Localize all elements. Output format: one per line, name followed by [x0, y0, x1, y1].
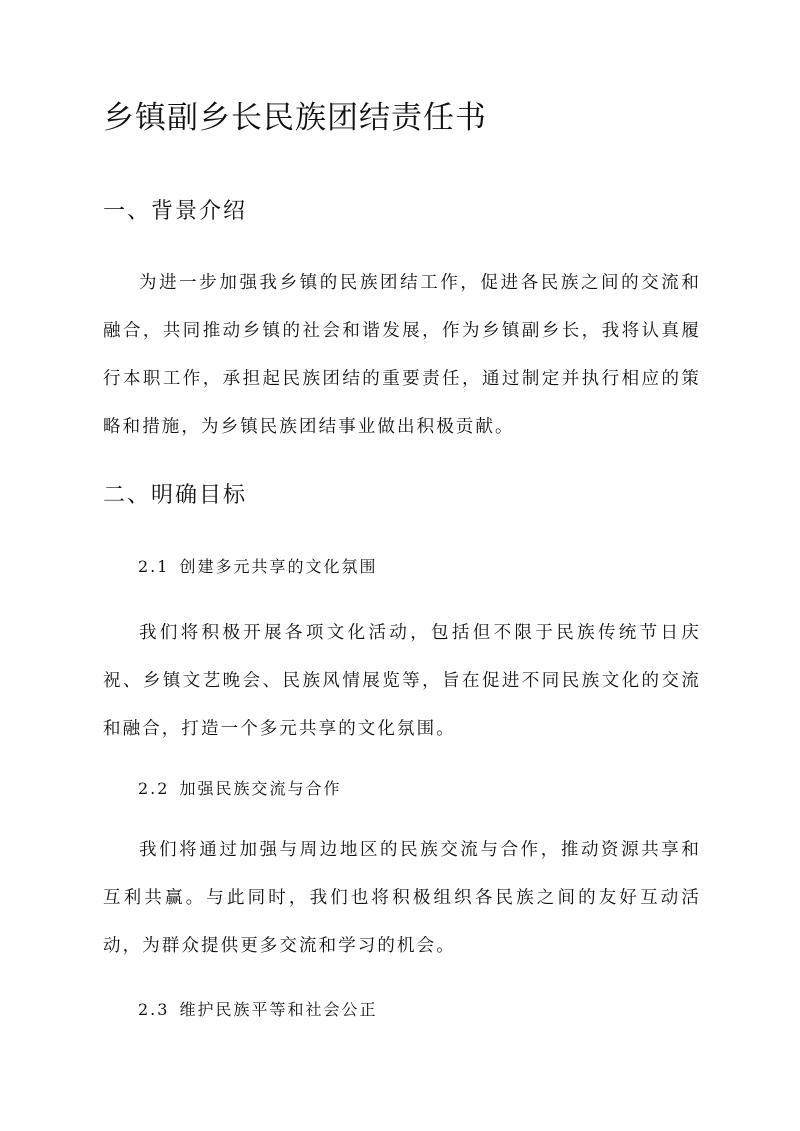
subsection-heading-2-1 — [138, 553, 377, 581]
subsection-title: 加强民族交流与合作 — [179, 779, 342, 798]
section-heading-background: 一、背景介绍 — [103, 199, 248, 224]
subsection-number: 2.3 — [138, 1000, 170, 1019]
subsection-number: 2.2 — [138, 779, 170, 798]
subsection-title: 创建多元共享的文化氛围 — [179, 557, 378, 576]
subsection-heading-2-3 — [138, 996, 377, 1024]
subsection-paragraph-2-1: 我们将积极开展各项文化活动，包括但不限于民族传统节日庆祝、乡镇文艺晚会、民族风情展览等，旨在促进不同民族文化的交流和融合，打造一个多元共享的文化氛围。 — [103, 623, 701, 739]
subsection-number: 2.1 — [138, 557, 170, 576]
section-heading-goals: 二、明确目标 — [103, 483, 248, 508]
subsection-title: 维护民族平等和社会公正 — [179, 1000, 378, 1019]
subsection-paragraph-2-2: 我们将通过加强与周边地区的民族交流与合作，推动资源共享和互利共赢。与此同时，我们也将积极组织各民族之间的友好互动活动，为群众提供更多交流和学习的机会。 — [103, 840, 701, 956]
section-paragraph-background: 为进一步加强我乡镇的民族团结工作，促进各民族之间的交流和融合，共同推动乡镇的社会和谐发展，作为乡镇副乡长，我将认真履行本职工作，承担起民族团结的重要责任，通过制定并执行相应的策略和措施，为乡镇民族团结事业做出积极贡献。 — [103, 273, 701, 437]
subsection-heading-2-2 — [138, 775, 341, 803]
document-title: 乡镇副乡长民族团结责任书 — [103, 100, 487, 136]
